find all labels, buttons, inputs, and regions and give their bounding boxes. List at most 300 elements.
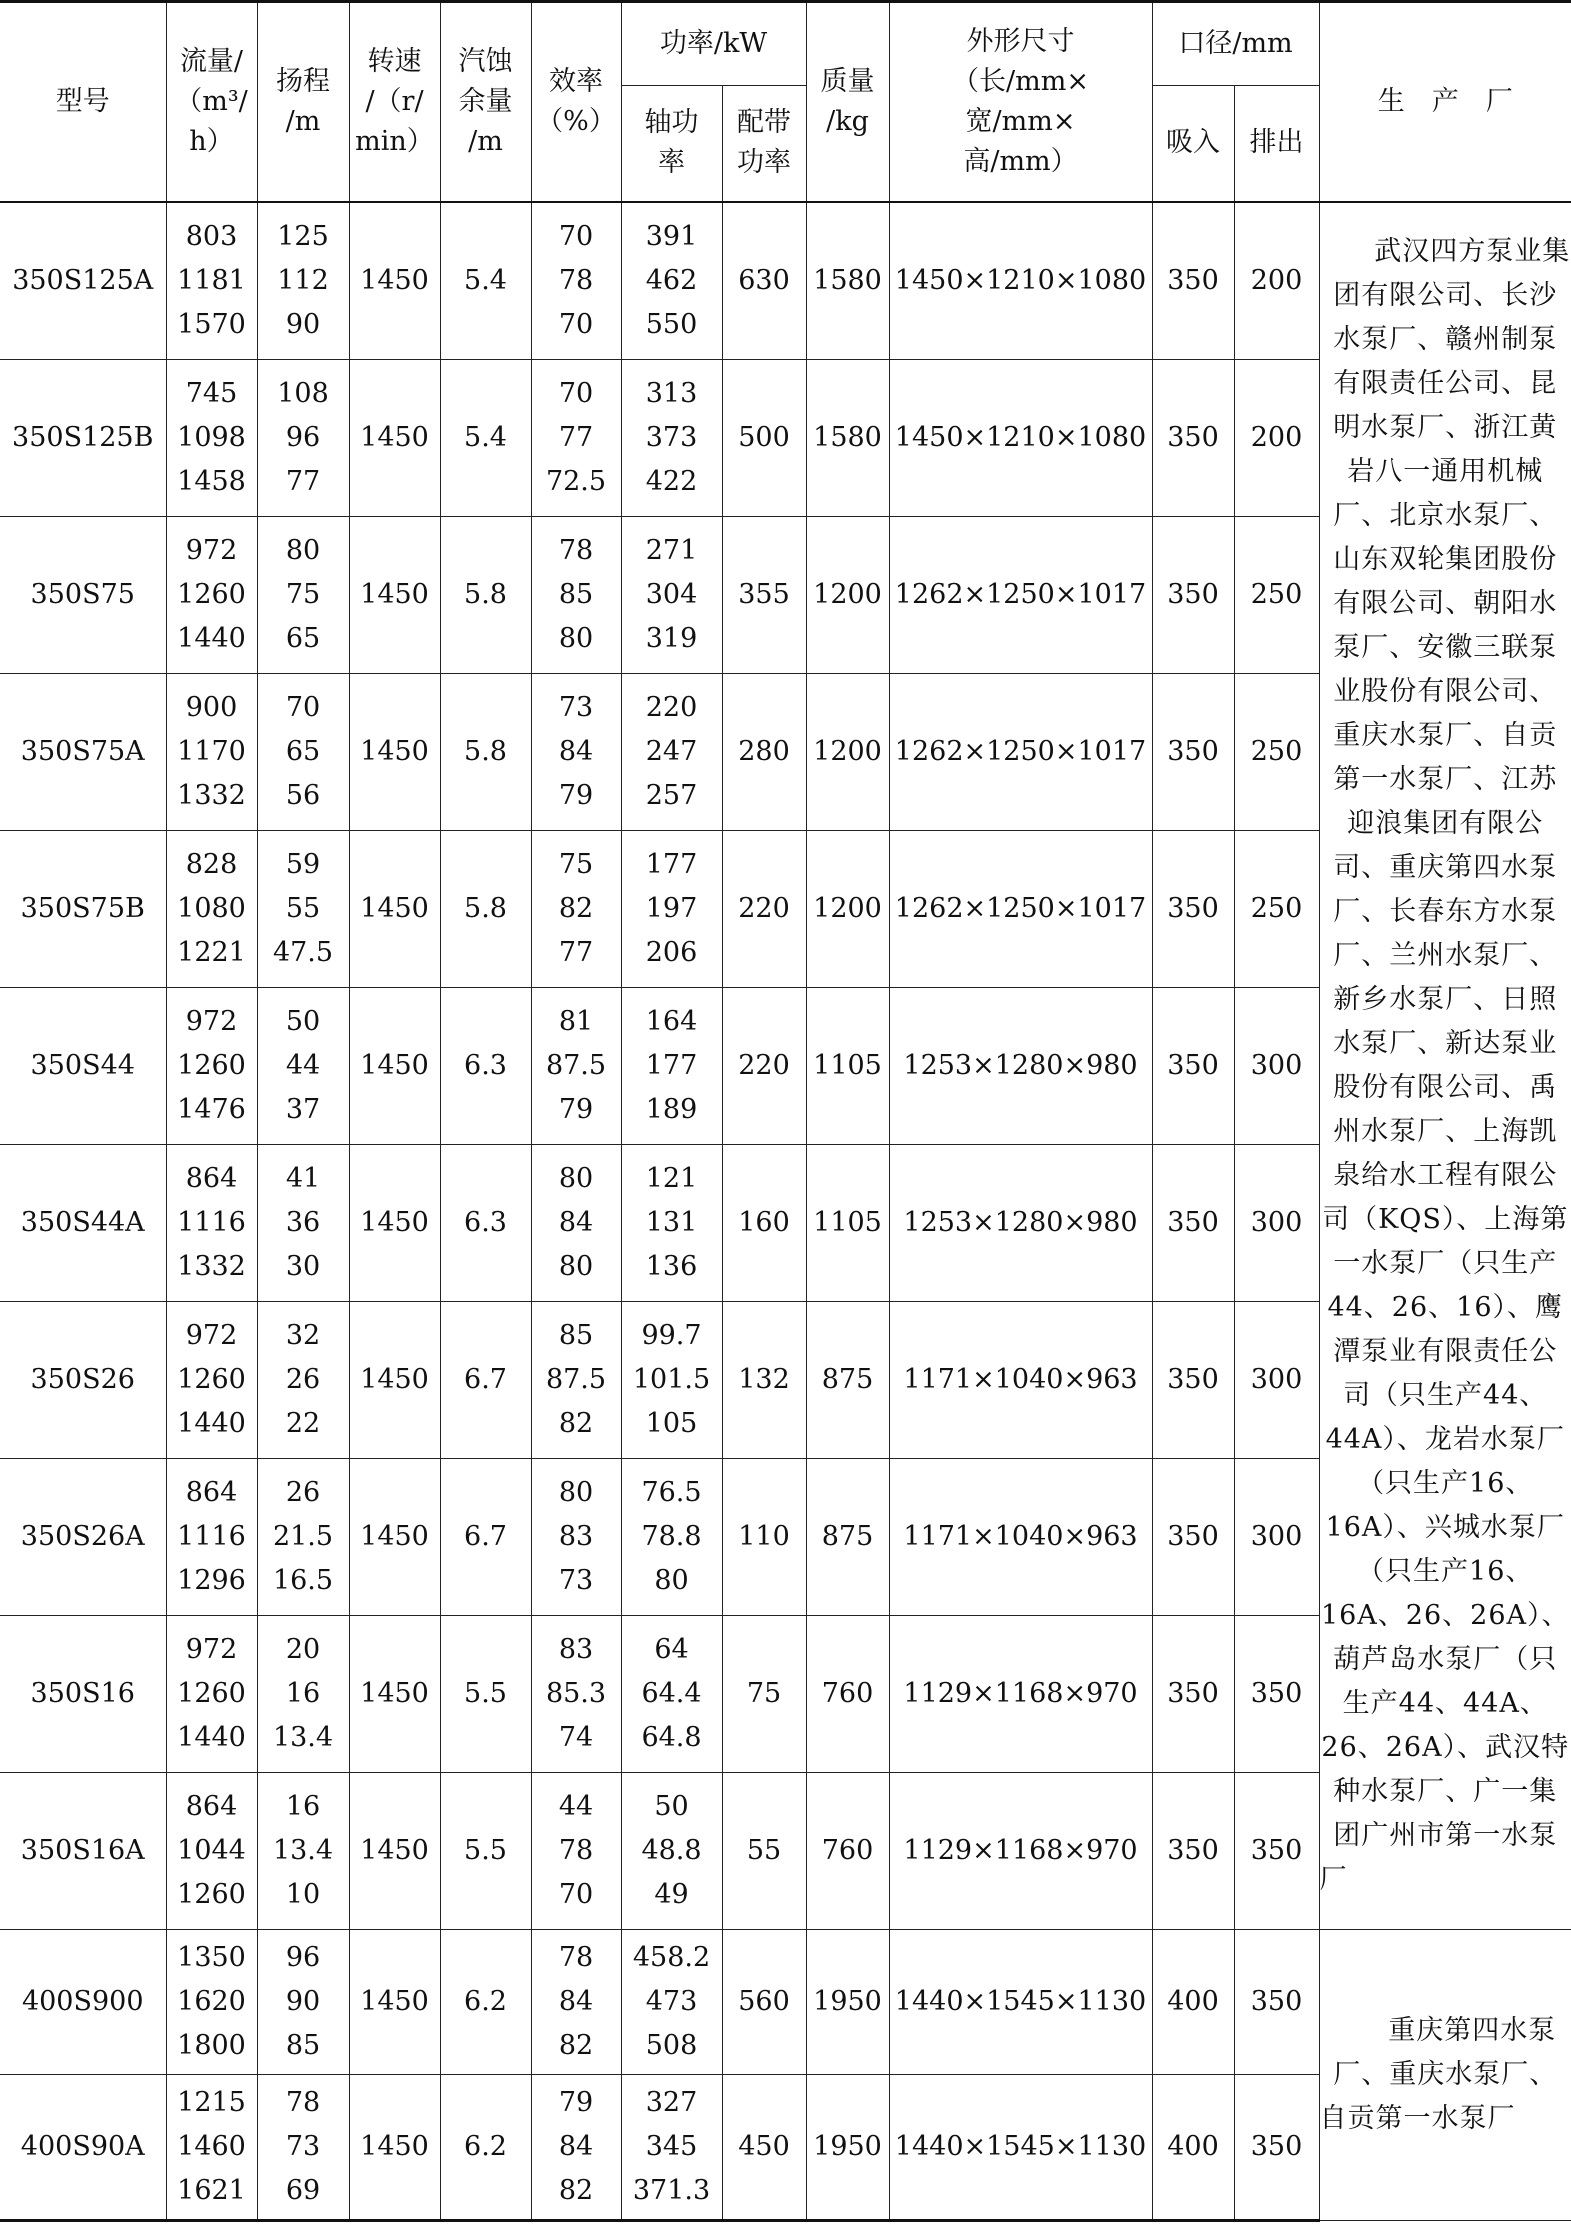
cell-shaft-power-values — [622, 1936, 722, 2068]
cell-model: 350S75 — [0, 516, 166, 673]
cell-mass: 760 — [806, 1615, 889, 1772]
cell-flow-values — [167, 529, 257, 661]
cell-speed: 1450 — [349, 1144, 440, 1301]
cell-model: 350S16 — [0, 1615, 166, 1772]
manufacturer-list-2 — [1319, 1929, 1571, 2220]
cell-efficiency — [531, 516, 621, 673]
cell-flow-values — [167, 1785, 257, 1917]
cell-flow — [166, 1615, 257, 1772]
cell-flow-value: 972 — [185, 1633, 238, 1665]
cell-mass: 1200 — [806, 516, 889, 673]
cell-shaft-power-value: 391 — [645, 220, 698, 252]
cell-motor-power: 500 — [722, 359, 806, 516]
cell-head — [257, 202, 349, 360]
cell-head-values — [258, 1157, 349, 1289]
cell-suction: 350 — [1152, 359, 1234, 516]
cell-efficiency-value: 82 — [558, 2029, 594, 2061]
cell-efficiency-values — [532, 1785, 621, 1917]
cell-efficiency-values — [532, 372, 621, 504]
cell-motor-power: 132 — [722, 1301, 806, 1458]
cell-head-value: 10 — [285, 1878, 321, 1910]
cell-head-values — [258, 372, 349, 504]
cell-speed: 1450 — [349, 516, 440, 673]
cell-flow-value: 864 — [185, 1162, 238, 1194]
cell-head-value: 21.5 — [272, 1520, 334, 1552]
cell-efficiency-value: 85.3 — [545, 1677, 607, 1709]
cell-speed: 1450 — [349, 1772, 440, 1929]
cell-mass: 1950 — [806, 1929, 889, 2074]
cell-shaft-power-value: 105 — [645, 1407, 698, 1439]
cell-flow-value: 972 — [185, 534, 238, 566]
cell-motor-power: 75 — [722, 1615, 806, 1772]
cell-motor-power: 280 — [722, 673, 806, 830]
cell-head-value: 80 — [285, 534, 321, 566]
cell-head-value: 44 — [285, 1049, 321, 1081]
cell-flow-value: 1221 — [177, 936, 246, 968]
cell-flow — [166, 202, 257, 360]
cell-flow-value: 1260 — [177, 1878, 246, 1910]
cell-flow-value: 1460 — [177, 2130, 246, 2162]
cell-flow-values — [167, 686, 257, 818]
header-mass: 质量 /kg — [806, 2, 889, 202]
cell-flow — [166, 1301, 257, 1458]
cell-flow-values — [167, 1314, 257, 1446]
cell-shaft-power-value: 121 — [645, 1162, 698, 1194]
cell-model: 350S16A — [0, 1772, 166, 1929]
cell-efficiency-value: 78 — [558, 1941, 594, 1973]
cell-flow-value: 1458 — [177, 465, 246, 497]
table-row — [0, 1929, 1571, 2074]
cell-flow-value: 1621 — [177, 2174, 246, 2206]
cell-suction: 350 — [1152, 516, 1234, 673]
cell-shaft-power-values — [622, 529, 722, 661]
cell-shaft-power-value: 220 — [645, 691, 698, 723]
cell-flow-value: 1044 — [177, 1834, 246, 1866]
cell-efficiency-value: 73 — [558, 1564, 594, 1596]
cell-flow-value: 1440 — [177, 622, 246, 654]
cell-shaft-power-value: 80 — [654, 1564, 689, 1596]
cell-shaft-power-value: 197 — [645, 892, 698, 924]
cell-head-value: 13.4 — [272, 1834, 334, 1866]
cell-flow — [166, 1458, 257, 1615]
cell-head-value: 26 — [285, 1476, 321, 1508]
cell-motor-power: 160 — [722, 1144, 806, 1301]
cell-head — [257, 673, 349, 830]
cell-shaft-power-values — [622, 1471, 722, 1603]
cell-efficiency-values — [532, 2081, 621, 2213]
cell-flow — [166, 1929, 257, 2074]
cell-discharge: 300 — [1234, 1301, 1319, 1458]
cell-speed: 1450 — [349, 1458, 440, 1615]
cell-discharge: 300 — [1234, 987, 1319, 1144]
cell-efficiency-value: 70 — [558, 377, 594, 409]
cell-speed: 1450 — [349, 359, 440, 516]
cell-efficiency-value: 84 — [558, 1206, 594, 1238]
cell-flow-value: 972 — [185, 1319, 238, 1351]
cell-suction: 350 — [1152, 987, 1234, 1144]
cell-shaft-power-values — [622, 1628, 722, 1760]
cell-speed: 1450 — [349, 1929, 440, 2074]
cell-head-value: 20 — [285, 1633, 321, 1665]
cell-efficiency-value: 44 — [558, 1790, 594, 1822]
cell-dimensions: 1129×1168×970 — [889, 1615, 1152, 1772]
cell-motor-power: 560 — [722, 1929, 806, 2074]
cell-dimensions: 1253×1280×980 — [889, 1144, 1152, 1301]
cell-shaft-power-value: 64.4 — [641, 1677, 702, 1709]
cell-shaft-power-values — [622, 1314, 722, 1446]
header-dimensions: 外形尺寸 （长/mm× 宽/mm× 高/mm） — [889, 2, 1152, 202]
cell-efficiency-value: 72.5 — [545, 465, 607, 497]
cell-model: 400S90A — [0, 2074, 166, 2220]
cell-head-values — [258, 843, 349, 975]
header-motor-power: 配带 功率 — [722, 86, 806, 202]
cell-efficiency-value: 79 — [558, 2086, 594, 2118]
cell-efficiency-value: 82 — [558, 892, 594, 924]
cell-head-value: 70 — [285, 691, 321, 723]
cell-head-values — [258, 529, 349, 661]
cell-flow-value: 1116 — [177, 1520, 246, 1552]
cell-motor-power: 110 — [722, 1458, 806, 1615]
cell-head-value: 108 — [277, 377, 329, 409]
cell-efficiency — [531, 1772, 621, 1929]
cell-discharge: 350 — [1234, 2074, 1319, 2220]
cell-flow — [166, 2074, 257, 2220]
cell-shaft-power-value: 131 — [645, 1206, 698, 1238]
cell-flow-values — [167, 1628, 257, 1760]
cell-efficiency-value: 84 — [558, 1985, 594, 2017]
cell-head-value: 13.4 — [272, 1721, 334, 1753]
cell-shaft-power-value: 371.3 — [632, 2174, 711, 2206]
cell-npsh: 6.7 — [440, 1301, 531, 1458]
cell-flow-values — [167, 1157, 257, 1289]
cell-shaft-power-value: 313 — [645, 377, 698, 409]
cell-efficiency-value: 79 — [558, 1093, 594, 1125]
cell-flow-value: 1260 — [177, 578, 246, 610]
cell-flow-value: 1260 — [177, 1363, 246, 1395]
cell-head — [257, 987, 349, 1144]
cell-head-value: 75 — [285, 578, 321, 610]
cell-npsh: 5.4 — [440, 202, 531, 360]
header-head: 扬程 /m — [257, 2, 349, 202]
cell-dimensions: 1171×1040×963 — [889, 1458, 1152, 1615]
cell-head — [257, 1144, 349, 1301]
cell-discharge: 350 — [1234, 1615, 1319, 1772]
cell-mass: 760 — [806, 1772, 889, 1929]
cell-dimensions: 1450×1210×1080 — [889, 202, 1152, 360]
cell-efficiency-value: 87.5 — [545, 1049, 607, 1081]
cell-flow-values — [167, 372, 257, 504]
cell-head-value: 26 — [285, 1363, 321, 1395]
cell-head-value: 65 — [285, 622, 321, 654]
cell-flow-value: 864 — [185, 1476, 238, 1508]
cell-efficiency-values — [532, 1000, 621, 1132]
cell-motor-power: 630 — [722, 202, 806, 360]
cell-efficiency-values — [532, 1471, 621, 1603]
cell-efficiency-value: 83 — [558, 1633, 594, 1665]
cell-shaft-power-values — [622, 1000, 722, 1132]
cell-flow-value: 900 — [185, 691, 238, 723]
cell-suction: 400 — [1152, 2074, 1234, 2220]
cell-efficiency-value: 84 — [558, 735, 594, 767]
header-power-group: 功率/kW — [621, 2, 806, 86]
cell-mass: 875 — [806, 1458, 889, 1615]
cell-head-values — [258, 686, 349, 818]
cell-npsh: 6.2 — [440, 1929, 531, 2074]
cell-efficiency — [531, 359, 621, 516]
cell-head-value: 22 — [285, 1407, 321, 1439]
cell-head-values — [258, 1471, 349, 1603]
cell-model: 350S44 — [0, 987, 166, 1144]
cell-motor-power: 355 — [722, 516, 806, 673]
cell-flow-value: 1440 — [177, 1407, 246, 1439]
cell-efficiency-value: 77 — [558, 421, 594, 453]
cell-head-values — [258, 1314, 349, 1446]
cell-npsh: 5.8 — [440, 830, 531, 987]
cell-head-value: 90 — [285, 308, 321, 340]
cell-shaft-power-value: 164 — [645, 1005, 698, 1037]
cell-npsh: 5.4 — [440, 359, 531, 516]
cell-head-value: 32 — [285, 1319, 321, 1351]
cell-head — [257, 2074, 349, 2220]
cell-head-value: 50 — [285, 1005, 321, 1037]
cell-discharge: 350 — [1234, 1929, 1319, 2074]
cell-shaft-power-value: 247 — [645, 735, 698, 767]
cell-flow — [166, 830, 257, 987]
cell-efficiency-value: 80 — [558, 622, 594, 654]
cell-shaft-power-value: 473 — [645, 1985, 698, 2017]
cell-discharge: 250 — [1234, 673, 1319, 830]
cell-efficiency-value: 80 — [558, 1250, 594, 1282]
cell-flow — [166, 1772, 257, 1929]
cell-motor-power: 450 — [722, 2074, 806, 2220]
cell-efficiency-value: 77 — [558, 936, 594, 968]
cell-shaft-power-value: 99.7 — [641, 1319, 702, 1351]
cell-shaft-power-value: 177 — [645, 848, 698, 880]
cell-npsh: 5.5 — [440, 1615, 531, 1772]
cell-head-values — [258, 1628, 349, 1760]
cell-head-value: 37 — [285, 1093, 321, 1125]
cell-efficiency-value: 70 — [558, 220, 594, 252]
cell-efficiency-values — [532, 1314, 621, 1446]
cell-flow-values — [167, 1936, 257, 2068]
cell-mass: 875 — [806, 1301, 889, 1458]
cell-shaft-power-value: 49 — [654, 1878, 689, 1910]
cell-mass: 1580 — [806, 359, 889, 516]
cell-shaft-power — [621, 1772, 722, 1929]
cell-npsh: 5.8 — [440, 516, 531, 673]
cell-efficiency-values — [532, 1157, 621, 1289]
header-efficiency: 效率 （%） — [531, 2, 621, 202]
cell-npsh: 6.7 — [440, 1458, 531, 1615]
cell-model: 350S125B — [0, 359, 166, 516]
cell-flow-value: 1170 — [177, 735, 246, 767]
cell-shaft-power-value: 271 — [645, 534, 698, 566]
cell-model: 350S75B — [0, 830, 166, 987]
cell-mass: 1200 — [806, 830, 889, 987]
cell-efficiency-value: 87.5 — [545, 1363, 607, 1395]
cell-mass: 1200 — [806, 673, 889, 830]
cell-discharge: 300 — [1234, 1144, 1319, 1301]
cell-shaft-power-values — [622, 1157, 722, 1289]
cell-shaft-power — [621, 359, 722, 516]
cell-model: 400S900 — [0, 1929, 166, 2074]
cell-shaft-power-value: 458.2 — [632, 1941, 711, 1973]
cell-head-value: 90 — [285, 1985, 321, 2017]
cell-efficiency-value: 82 — [558, 2174, 594, 2206]
cell-head-values — [258, 215, 349, 347]
cell-flow-value: 745 — [185, 377, 238, 409]
cell-efficiency-value: 75 — [558, 848, 594, 880]
cell-efficiency-value: 78 — [558, 534, 594, 566]
cell-dimensions: 1262×1250×1017 — [889, 830, 1152, 987]
cell-shaft-power-value: 345 — [645, 2130, 698, 2162]
cell-efficiency — [531, 830, 621, 987]
cell-mass: 1580 — [806, 202, 889, 360]
cell-speed: 1450 — [349, 202, 440, 360]
cell-efficiency-value: 83 — [558, 1520, 594, 1552]
cell-efficiency — [531, 1615, 621, 1772]
cell-speed: 1450 — [349, 1301, 440, 1458]
cell-head-value: 125 — [277, 220, 329, 252]
cell-suction: 350 — [1152, 1772, 1234, 1929]
cell-flow-value: 1440 — [177, 1721, 246, 1753]
cell-flow-value: 864 — [185, 1790, 238, 1822]
cell-efficiency-values — [532, 843, 621, 975]
cell-shaft-power-values — [622, 372, 722, 504]
cell-head-value: 16 — [285, 1677, 321, 1709]
header-npsh: 汽蚀 余量 /m — [440, 2, 531, 202]
cell-shaft-power-value: 206 — [645, 936, 698, 968]
cell-dimensions: 1440×1545×1130 — [889, 2074, 1152, 2220]
cell-efficiency — [531, 2074, 621, 2220]
cell-suction: 350 — [1152, 830, 1234, 987]
cell-efficiency — [531, 1458, 621, 1615]
header-suction: 吸入 — [1152, 86, 1234, 202]
cell-speed: 1450 — [349, 1615, 440, 1772]
cell-efficiency — [531, 202, 621, 360]
cell-flow-value: 1570 — [177, 308, 246, 340]
cell-shaft-power — [621, 1615, 722, 1772]
cell-npsh: 6.3 — [440, 1144, 531, 1301]
cell-efficiency-value: 78 — [558, 1834, 594, 1866]
cell-shaft-power — [621, 1301, 722, 1458]
cell-efficiency-values — [532, 529, 621, 661]
cell-head-value: 78 — [285, 2086, 321, 2118]
manufacturer-list-1 — [1319, 202, 1571, 1930]
cell-motor-power: 55 — [722, 1772, 806, 1929]
cell-head — [257, 1615, 349, 1772]
cell-speed: 1450 — [349, 830, 440, 987]
cell-shaft-power — [621, 1929, 722, 2074]
cell-efficiency-value: 80 — [558, 1162, 594, 1194]
cell-shaft-power-value: 64 — [654, 1633, 689, 1665]
cell-efficiency — [531, 1929, 621, 2074]
header-model: 型号 — [0, 2, 166, 202]
cell-head — [257, 1458, 349, 1615]
cell-shaft-power-value: 257 — [645, 779, 698, 811]
cell-head-value: 36 — [285, 1206, 321, 1238]
cell-flow-value: 1332 — [177, 779, 246, 811]
cell-efficiency-value: 84 — [558, 2130, 594, 2162]
cell-discharge: 300 — [1234, 1458, 1319, 1615]
cell-head-values — [258, 1785, 349, 1917]
cell-shaft-power-values — [622, 686, 722, 818]
cell-efficiency-value: 70 — [558, 1878, 594, 1910]
cell-shaft-power-value: 48.8 — [641, 1834, 702, 1866]
cell-flow-value: 1215 — [177, 2086, 246, 2118]
cell-head — [257, 830, 349, 987]
cell-shaft-power-value: 373 — [645, 421, 698, 453]
cell-shaft-power-value: 304 — [645, 578, 698, 610]
cell-mass: 1105 — [806, 1144, 889, 1301]
cell-shaft-power-value: 319 — [645, 622, 698, 654]
cell-flow-values — [167, 843, 257, 975]
cell-head — [257, 516, 349, 673]
cell-npsh: 6.3 — [440, 987, 531, 1144]
cell-flow-value: 1476 — [177, 1093, 246, 1125]
cell-efficiency-values — [532, 215, 621, 347]
cell-suction: 400 — [1152, 1929, 1234, 2074]
cell-shaft-power-value: 101.5 — [632, 1363, 711, 1395]
cell-head-value: 85 — [285, 2029, 321, 2061]
cell-dimensions: 1262×1250×1017 — [889, 673, 1152, 830]
cell-efficiency-value: 73 — [558, 691, 594, 723]
cell-head-value: 96 — [285, 1941, 321, 1973]
cell-shaft-power-value: 327 — [645, 2086, 698, 2118]
cell-mass: 1950 — [806, 2074, 889, 2220]
cell-head-value: 56 — [285, 779, 321, 811]
cell-discharge: 250 — [1234, 830, 1319, 987]
cell-shaft-power-value: 64.8 — [641, 1721, 702, 1753]
cell-head-value: 73 — [285, 2130, 321, 2162]
cell-head-value: 30 — [285, 1250, 321, 1282]
cell-shaft-power-values — [622, 2081, 722, 2213]
cell-flow-value: 1098 — [177, 421, 246, 453]
cell-efficiency — [531, 673, 621, 830]
cell-head-value: 96 — [285, 421, 321, 453]
cell-shaft-power-value: 508 — [645, 2029, 698, 2061]
cell-shaft-power-value: 50 — [654, 1790, 689, 1822]
cell-efficiency-values — [532, 686, 621, 818]
cell-speed: 1450 — [349, 987, 440, 1144]
cell-motor-power: 220 — [722, 987, 806, 1144]
cell-npsh: 6.2 — [440, 2074, 531, 2220]
cell-head-value: 41 — [285, 1162, 321, 1194]
cell-flow-value: 1800 — [177, 2029, 246, 2061]
cell-head-value: 55 — [285, 892, 321, 924]
cell-shaft-power-values — [622, 843, 722, 975]
cell-shaft-power — [621, 2074, 722, 2220]
cell-head-value: 59 — [285, 848, 321, 880]
cell-mass: 1105 — [806, 987, 889, 1144]
cell-model: 350S26 — [0, 1301, 166, 1458]
table-body — [0, 202, 1571, 2221]
cell-head-value: 47.5 — [272, 936, 334, 968]
cell-dimensions: 1253×1280×980 — [889, 987, 1152, 1144]
cell-flow-value: 1116 — [177, 1206, 246, 1238]
cell-flow-value: 803 — [185, 220, 238, 252]
table-row — [0, 202, 1571, 360]
cell-flow-value: 1260 — [177, 1049, 246, 1081]
header-bore-group: 口径/mm — [1152, 2, 1319, 86]
cell-flow-value: 1181 — [177, 264, 246, 296]
cell-efficiency-value: 81 — [558, 1005, 594, 1037]
cell-suction: 350 — [1152, 202, 1234, 360]
cell-flow — [166, 987, 257, 1144]
cell-model: 350S75A — [0, 673, 166, 830]
cell-shaft-power-value: 136 — [645, 1250, 698, 1282]
cell-shaft-power-value: 78.8 — [641, 1520, 702, 1552]
